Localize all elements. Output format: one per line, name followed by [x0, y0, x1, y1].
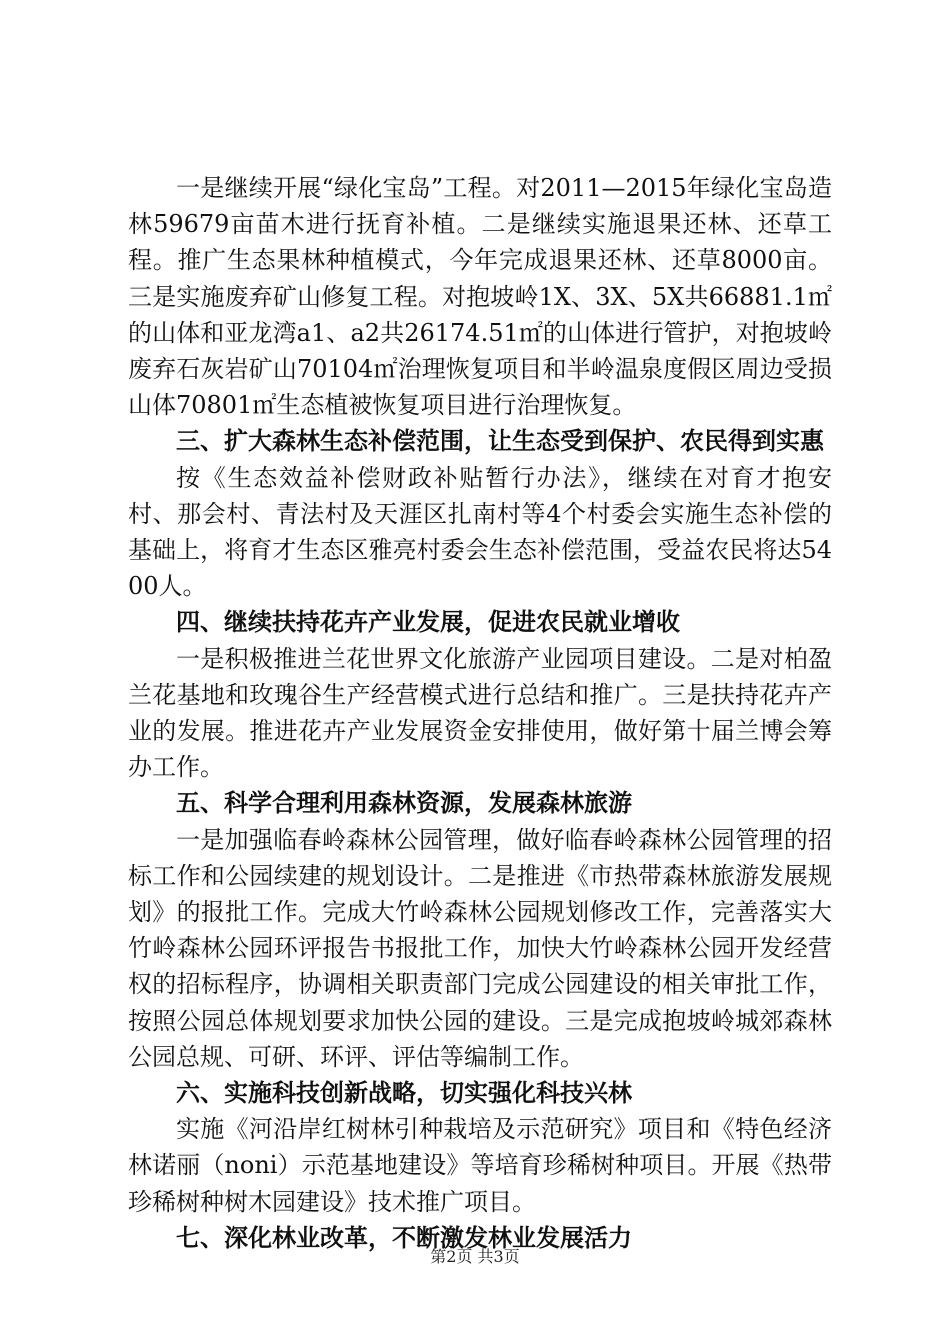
section-heading-3: 三、扩大森林生态补偿范围，让生态受到保护、农民得到实惠: [176, 426, 824, 456]
section-heading-5: 五、科学合理利用森林资源，发展森林旅游: [176, 788, 632, 818]
section-heading-7: 七、深化林业改革，不断激发林业发展活力: [176, 1222, 632, 1252]
paragraph-flower-industry: 一是积极推进兰花世界文化旅游产业园项目建设。二是对柏盈兰花基地和玫瑰谷生产经营模式进行总结和推广。三是扶持花卉产业的发展。推进花卉产业发展资金安排使用，做好第十届兰博会筹办工作。: [128, 644, 832, 782]
page-number-footer: 第2页 共3页: [430, 1247, 520, 1266]
section-heading-4: 四、继续扶持花卉产业发展，促进农民就业增收: [176, 607, 680, 637]
paragraph-technology-forestry: 实施《河沿岸红树林引种栽培及示范研究》项目和《特色经济林诺丽（noni）示范基地建设》等培育珍稀树种项目。开展《热带珍稀树种树木园建设》技术推广项目。: [128, 1115, 832, 1216]
document-body: [128, 170, 832, 1256]
paragraph-ecological-compensation: 按《生态效益补偿财政补贴暂行办法》，继续在对育才抱安村、那会村、青法村及天涯区扎南村等4个村委会实施生态补偿的基础上，将育才生态区雅亮村委会生态补偿范围，受益农民将达5400人。: [128, 463, 832, 601]
paragraph-greening-projects: 一是继续开展“绿化宝岛”工程。对2011—2015年绿化宝岛造林59679亩苗木进行抚育补植。二是继续实施退果还林、还草工程。推广生态果林种植模式，今年完成退果还林、还草8000亩。三是实施废弃矿山修复工程。对抱坡岭1X、3X、5X共66881.1㎡的山体和亚龙湾a1、a2共26174.51㎡的山体进行管护，对抱坡岭废弃石灰岩矿山70104㎡治理恢复项目和半岭温泉度假区周边受损山体70801㎡生态植被恢复项目进行治理恢复。: [128, 174, 832, 420]
paragraph-forest-tourism: 一是加强临春岭森林公园管理，做好临春岭森林公园管理的招标工作和公园续建的规划设计。二是推进《市热带森林旅游发展规划》的报批工作。完成大竹岭森林公园规划修改工作，完善落实大竹岭森林公园环评报告书报批工作，加快大竹岭森林公园开发经营权的招标程序，协调相关职责部门完成公园建设的相关审批工作，按照公园总体规划要求加快公园的建设。三是完成抱坡岭城郊森林公园总规、可研、环评、评估等编制工作。: [128, 825, 832, 1071]
section-heading-6: 六、实施科技创新战略，切实强化科技兴林: [176, 1078, 632, 1108]
